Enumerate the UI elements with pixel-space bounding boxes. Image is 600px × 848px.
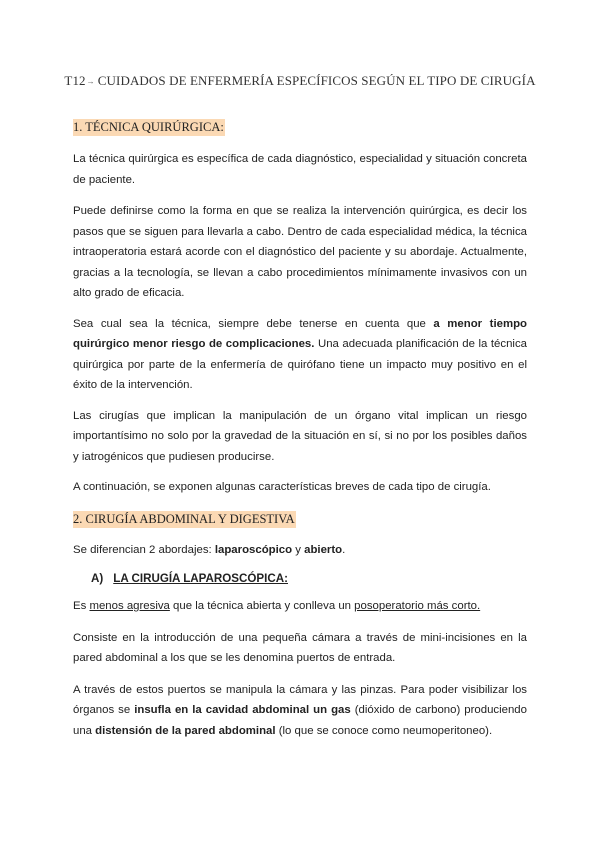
text-run: A través de estos puertos se manipula la cámara y las pinzas. Para poder visibilizar los órganos se — [73, 683, 527, 716]
paragraph — [73, 540, 527, 561]
subheading-title: LA CIRUGÍA LAPAROSCÓPICA: — [113, 572, 288, 585]
paragraph — [73, 680, 527, 742]
document-title — [0, 73, 600, 89]
bold-text: abierto — [304, 543, 343, 556]
paragraph: Consiste en la introducción de una pequeña cámara a través de mini-incisiones en la pared abdominal a los que se les denomina puertos de entrada. — [73, 631, 527, 664]
document-body — [73, 118, 527, 741]
paragraph — [73, 314, 527, 396]
list-letter: A) — [91, 572, 104, 585]
text-run: . — [342, 543, 346, 556]
section-heading-abdominal: 2. CIRUGÍA ABDOMINAL Y DIGESTIVA — [73, 511, 295, 526]
section-heading-tecnica: 1. TÉCNICA QUIRÚRGICA: — [73, 120, 224, 134]
text-run: Una adecuada planificación de la técnica quirúrgica por parte de la enfermería de quirófano tiene un impacto muy positivo en el éxito de la intervención. — [73, 338, 527, 391]
subheading-laparoscopica — [91, 572, 527, 585]
paragraph: A continuación, se exponen algunas características breves de cada tipo de cirugía. — [73, 481, 491, 493]
paragraph: Las cirugías que implican la manipulación de un órgano vital implican un riesgo importantísimo no solo por la gravedad de la situación en sí, si no por los posibles daños y iatrogénicos que pudiesen producirse. — [73, 409, 527, 463]
bold-text: laparoscópico — [214, 543, 293, 556]
text-run: Se diferencian 2 abordajes: — [73, 543, 215, 556]
underlined-text: posoperatorio más corto. — [354, 600, 481, 612]
text-run: (lo que se conoce como neumoperitoneo). — [275, 724, 493, 737]
text-run: Sea cual sea la técnica, siempre debe tenerse en cuenta que — [73, 317, 434, 330]
paragraph: Puede definirse como la forma en que se realiza la intervención quirúrgica, es decir los pasos que se siguen para llevarla a cabo. Dentro de cada especialidad médica, la técnica intraoperatoria estará acorde con el diagnóstico del paciente y su abordaje. Actualmente, gracias a la tecnología, se llevan a cabo procedimientos mínimamente invasivos con un alto grado de eficacia. — [73, 205, 527, 299]
text-run: y — [292, 543, 305, 556]
bold-text: a menor tiempo quirúrgico menor riesgo de complicaciones. — [73, 317, 528, 350]
bold-text: insufla en la cavidad abdominal un gas — [134, 704, 351, 716]
text-run: (dióxido de carbono) produciendo una — [73, 704, 527, 737]
arrow-icon: → — [86, 77, 95, 86]
text-run: que la técnica abierta y conlleva un — [169, 600, 355, 612]
paragraph — [73, 596, 527, 617]
topic-title: CUIDADOS DE ENFERMERÍA ESPECÍFICOS SEGÚN EL TIPO DE CIRUGÍA — [97, 73, 536, 88]
paragraph: La técnica quirúrgica es específica de cada diagnóstico, especialidad y situación concreta de paciente. — [73, 153, 527, 186]
topic-number: T12 — [64, 73, 86, 88]
underlined-text: menos agresiva — [89, 600, 170, 612]
bold-text: distensión de la pared abdominal — [95, 724, 276, 737]
text-run: Es — [73, 600, 90, 612]
